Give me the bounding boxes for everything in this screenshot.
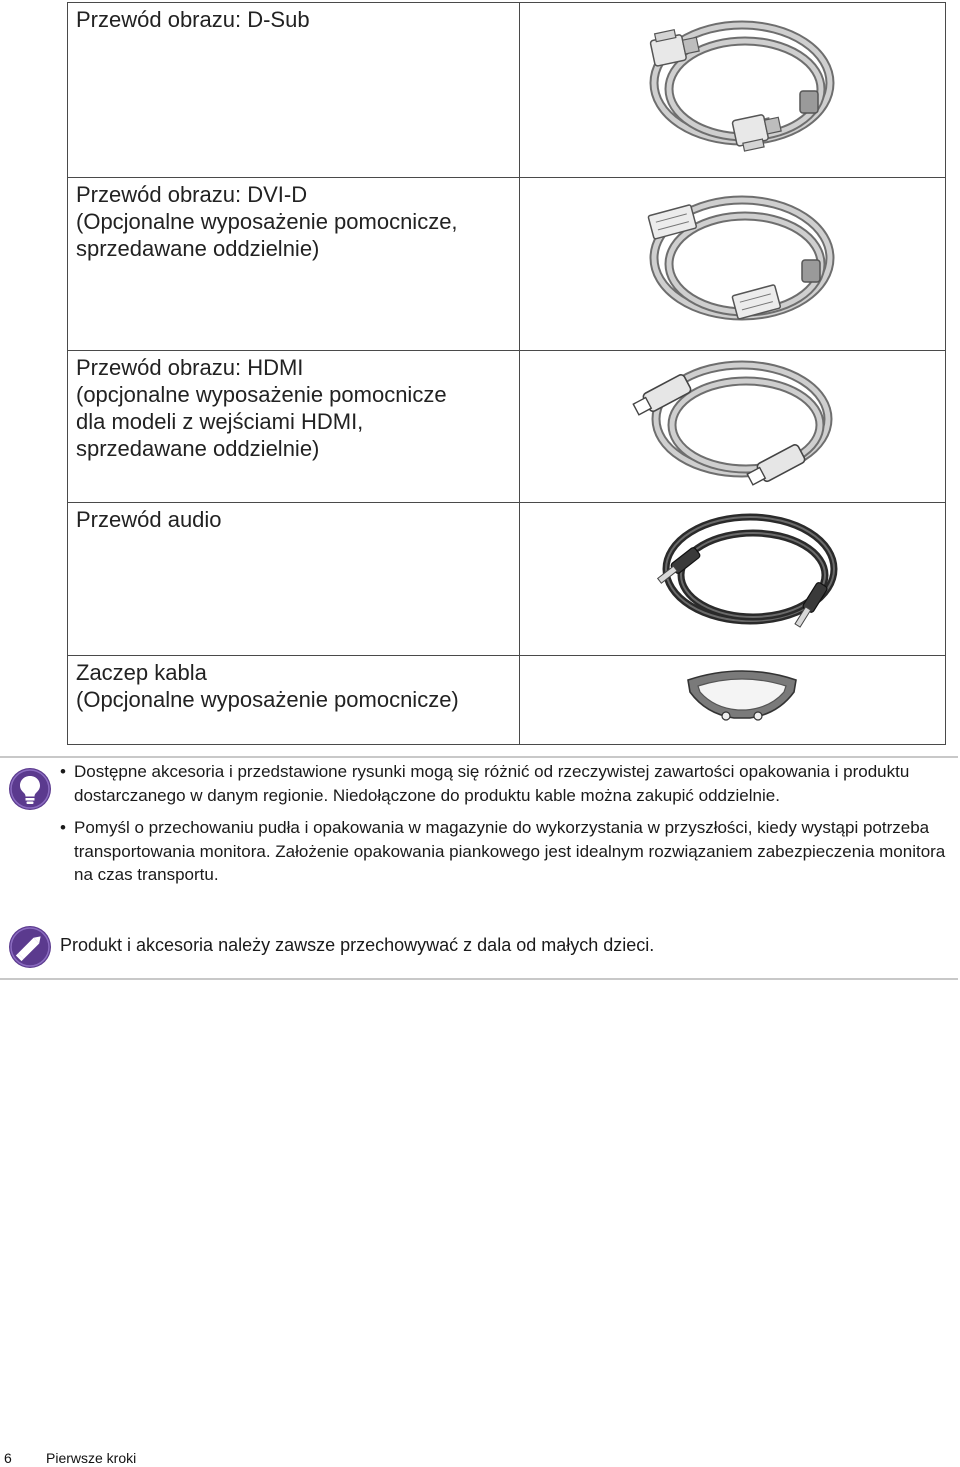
accessory-label	[68, 351, 520, 503]
accessory-label	[68, 503, 520, 656]
cable-clip-icon	[520, 656, 960, 745]
accessory-label-line: sprzedawane oddzielnie)	[76, 236, 320, 261]
footer-section-title: Pierwsze kroki	[46, 1450, 137, 1466]
tip-bottom-rule	[0, 978, 958, 980]
accessory-image-cell	[520, 3, 946, 178]
accessory-label-line: Zaczep kabla	[76, 660, 207, 685]
tip-text: Dostępne akcesoria i przedstawione rysunki mogą się różnić od rzeczywistej zawartości opakowania i produktu dostarczanego w danym regionie. Niedołączone do produktu kable można zakupić oddzielnie.	[74, 762, 910, 805]
dsub-cable-icon	[520, 3, 960, 178]
hdmi-cable-icon	[520, 351, 960, 503]
accessory-label-line: Przewód obrazu: D-Sub	[76, 7, 310, 32]
accessory-label	[68, 178, 520, 351]
table-row	[68, 656, 946, 745]
accessory-label-line: Przewód obrazu: DVI-D	[76, 182, 308, 207]
accessory-label-line: (Opcjonalne wyposażenie pomocnicze)	[76, 687, 459, 712]
accessory-label-line: sprzedawane oddzielnie)	[76, 436, 320, 461]
bullet: •	[60, 818, 66, 837]
page-number: 6	[4, 1450, 12, 1466]
accessory-image-cell	[520, 656, 946, 745]
table-row	[68, 3, 946, 178]
table-row	[68, 351, 946, 503]
pencil-icon	[8, 925, 52, 969]
table-row	[68, 503, 946, 656]
accessory-label-line: Przewód audio	[76, 507, 222, 532]
accessory-image-cell	[520, 351, 946, 503]
table-row	[68, 178, 946, 351]
accessory-label	[68, 3, 520, 178]
accessory-label-line: Przewód obrazu: HDMI	[76, 355, 304, 380]
tip-text: Pomyśl o przechowaniu pudła i opakowania w magazynie do wykorzystania w przyszłości, kiedy wystąpi potrzeba transportowania monitora. Założenie opakowania piankowego jest idealnym rozwiązaniem zabezpieczenia monitora na czas transportu.	[74, 818, 946, 884]
dvi-cable-icon	[520, 178, 960, 351]
accessory-label-line: (Opcjonalne wyposażenie pomocnicze,	[76, 209, 458, 234]
note-text: Produkt i akcesoria należy zawsze przechowywać z dala od małych dzieci.	[60, 935, 655, 955]
bullet: •	[60, 762, 66, 781]
accessory-label-line: dla modeli z wejściami HDMI,	[76, 409, 364, 434]
accessory-label-line: (opcjonalne wyposażenie pomocnicze	[76, 382, 447, 407]
tip-list	[58, 760, 953, 896]
lightbulb-icon	[8, 767, 52, 811]
tip-top-rule	[0, 756, 958, 758]
accessory-image-cell	[520, 503, 946, 656]
accessory-label	[68, 656, 520, 745]
accessories-table	[67, 2, 946, 745]
accessory-image-cell	[520, 178, 946, 351]
list-item	[58, 816, 953, 887]
list-item	[58, 760, 953, 807]
audio-cable-icon	[520, 503, 960, 656]
